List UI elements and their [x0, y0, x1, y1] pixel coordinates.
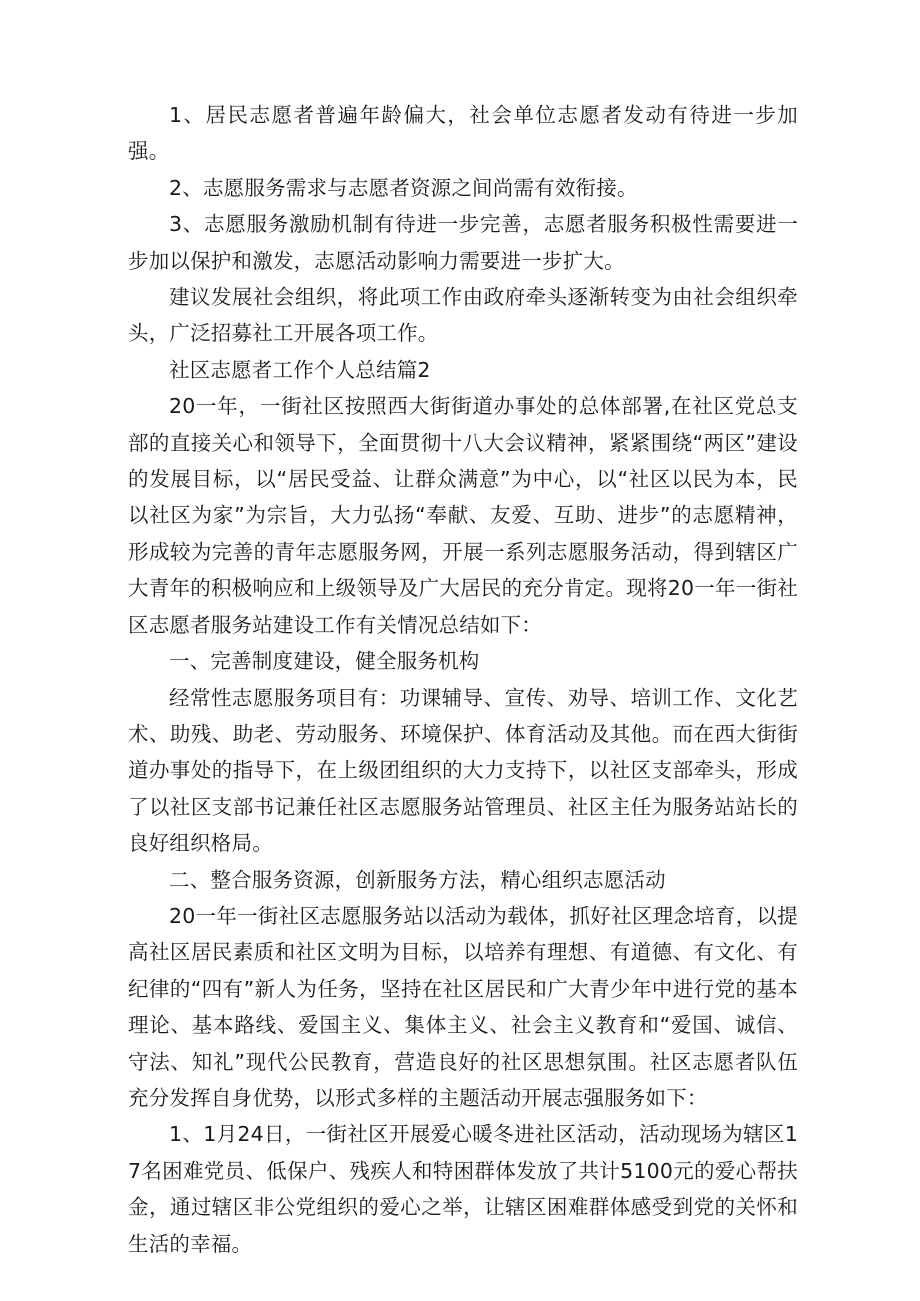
paragraph-issue-3: 3、志愿服务激励机制有待进一步完善，志愿者服务积极性需要进一步加以保护和激发，志愿活动影响力需要进一步扩大。	[128, 212, 798, 273]
paragraph-services: 经常性志愿服务项目有：功课辅导、宣传、劝导、培训工作、文化艺术、助残、助老、劳动服务、环境保护、体育活动及其他。而在西大街街道办事处的指导下，在上级团组织的大力支持下，以社区支部牵头，形成了以社区支部书记兼任社区志愿服务站管理员、社区主任为服务站站长的良好组织格局。	[128, 685, 798, 856]
paragraph-intro: 20一年，一街社区按照西大街街道办事处的总体部署,在社区党总支部的直接关心和领导下，全面贯彻十八大会议精神，紧紧围绕“两区”建设的发展目标，以“居民受益、让群众满意”为中心，以“社区以民为本，民以社区为家”为宗旨，大力弘扬“奉献、友爱、互助、进步”的志愿精神，形成较为完善的青年志愿服务网，开展一系列志愿服务活动，得到辖区广大青年的积极响应和上级领导及广大居民的充分肯定。现将20一年一街社区志愿者服务站建设工作有关情况总结如下：	[128, 394, 798, 637]
paragraph-suggestion: 建议发展社会组织，将此项工作由政府牵头逐渐转变为由社会组织牵头，广泛招募社工开展各项工作。	[128, 285, 798, 346]
paragraph-issue-2: 2、志愿服务需求与志愿者资源之间尚需有效衔接。	[169, 175, 638, 200]
paragraph-activities: 20一年一街社区志愿服务站以活动为载体，抓好社区理念培育，以提高社区居民素质和社区文明为目标，以培养有理想、有道德、有文化、有纪律的“四有”新人为任务，坚持在社区居民和广大青少年中进行党的基本理论、基本路线、爱国主义、集体主义、社会主义教育和“爱国、诚信、守法、知礼”现代公民教育，营造良好的社区思想氛围。社区志愿者队伍充分发挥自身优势，以形式多样的主题活动开展志强服务如下：	[128, 903, 798, 1110]
section-title: 社区志愿者工作个人总结篇2	[169, 357, 431, 382]
subheading-2: 二、整合服务资源，创新服务方法，精心组织志愿活动	[169, 867, 666, 892]
subheading-1: 一、完善制度建设，健全服务机构	[169, 649, 480, 674]
document-body	[128, 97, 798, 1262]
paragraph-issue-1: 1、居民志愿者普遍年龄偏大，社会单位志愿者发动有待进一步加强。	[128, 103, 798, 164]
paragraph-event-1: 1、1月24日，一街社区开展爱心暖冬进社区活动，活动现场为辖区17名困难党员、低保户、残疾人和特困群体发放了共计5100元的爱心帮扶金，通过辖区非公党组织的爱心之举，让辖区困难群体感受到党的关怀和生活的幸福。	[128, 1122, 798, 1256]
